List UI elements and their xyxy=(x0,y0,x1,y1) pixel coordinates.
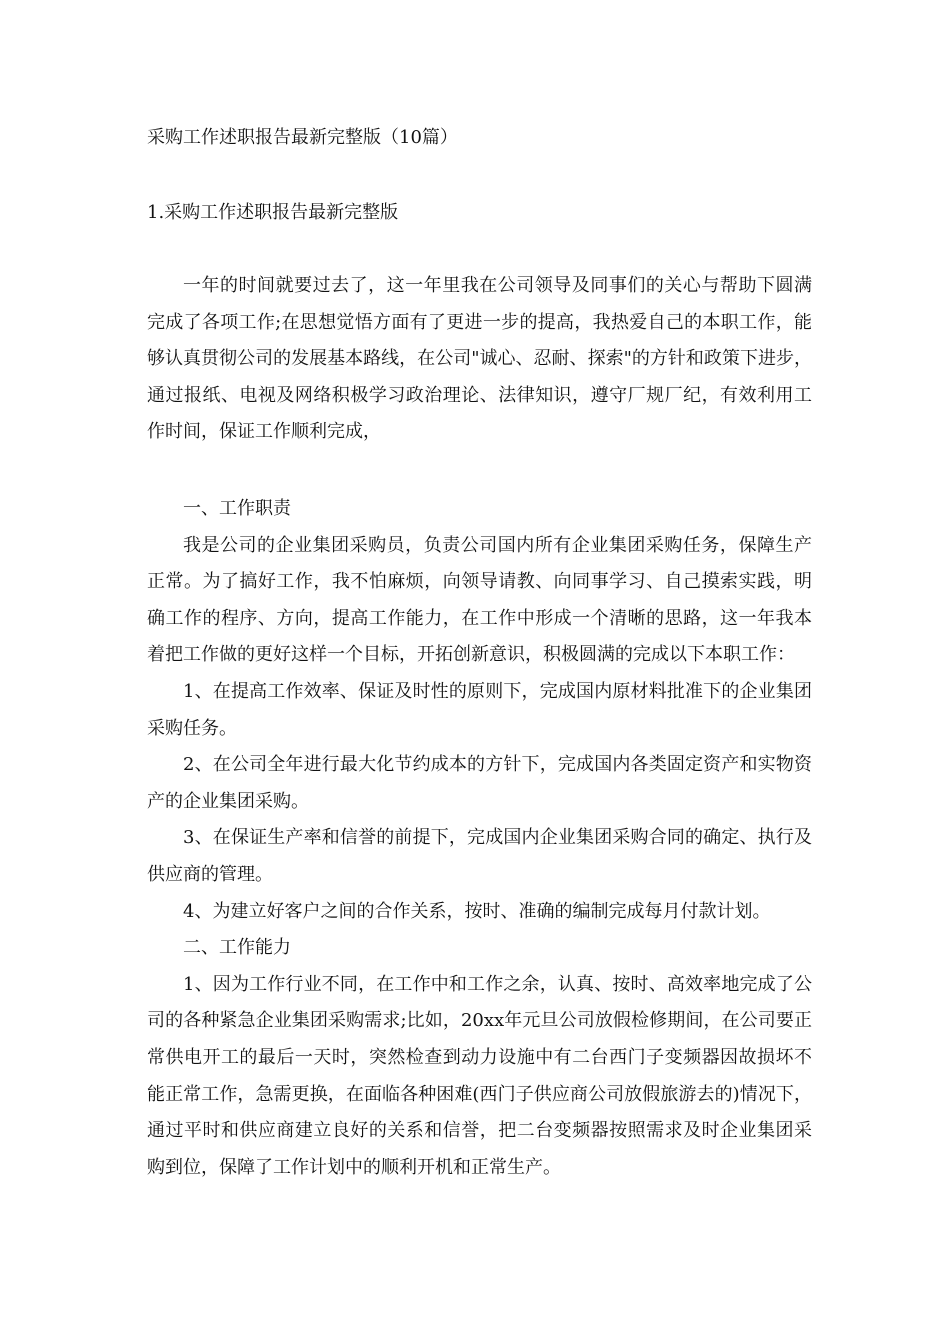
intro-paragraph: 一年的时间就要过去了，这一年里我在公司领导及同事们的关心与帮助下圆满完成了各项工作;在思想觉悟方面有了更进一步的提高，我热爱自己的本职工作，能够认真贯彻公司的发展基本路线，在公司"诚心、忍耐、探索"的方针和政策下进步，通过报纸、电视及网络积极学习政治理论、法律知识，遵守厂规厂纪，有效利用工作时间，保证工作顺利完成， xyxy=(147,275,812,442)
duty-item-3: 3、在保证生产率和信誉的前提下，完成国内企业集团采购合同的确定、执行及供应商的管理。 xyxy=(147,827,812,885)
content-block xyxy=(147,491,812,1186)
ability-paragraph: 1、因为工作行业不同，在工作中和工作之余，认真、按时、高效率地完成了公司的各种紧急企业集团采购需求;比如，20xx年元旦公司放假检修期间，在公司要正常供电开工的最后一天时，突然检查到动力设施中有二台西门子变频器因故损坏不能正常工作，急需更换，在面临各种困难(西门子供应商公司放假旅游去的)情况下，通过平时和供应商建立良好的关系和信誉，把二台变频器按照需求及时企业集团采购到位，保障了工作计划中的顺利开机和正常生产。 xyxy=(147,973,812,1178)
heading-work-duties: 一、工作职责 xyxy=(183,498,291,519)
duty-paragraph: 我是公司的企业集团采购员，负责公司国内所有企业集团采购任务，保障生产正常。为了搞好工作，我不怕麻烦，向领导请教、向同事学习、自己摸索实践，明确工作的程序、方向，提高工作能力，在工作中形成一个清晰的思路，这一年我本着把工作做的更好这样一个目标，开拓创新意识，积极圆满的完成以下本职工作： xyxy=(147,534,812,666)
duty-item-2: 2、在公司全年进行最大化节约成本的方针下，完成国内各类固定资产和实物资产的企业集团采购。 xyxy=(147,754,812,812)
document-title: 采购工作述职报告最新完整版（10篇） xyxy=(147,127,458,148)
section-title: 1.采购工作述职报告最新完整版 xyxy=(147,202,399,223)
duty-item-1: 1、在提高工作效率、保证及时性的原则下，完成国内原材料批准下的企业集团采购任务。 xyxy=(147,680,812,739)
duty-item-4: 4、为建立好客户之间的合作关系，按时、准确的编制完成每月付款计划。 xyxy=(183,900,771,922)
heading-work-ability: 二、工作能力 xyxy=(183,937,291,959)
